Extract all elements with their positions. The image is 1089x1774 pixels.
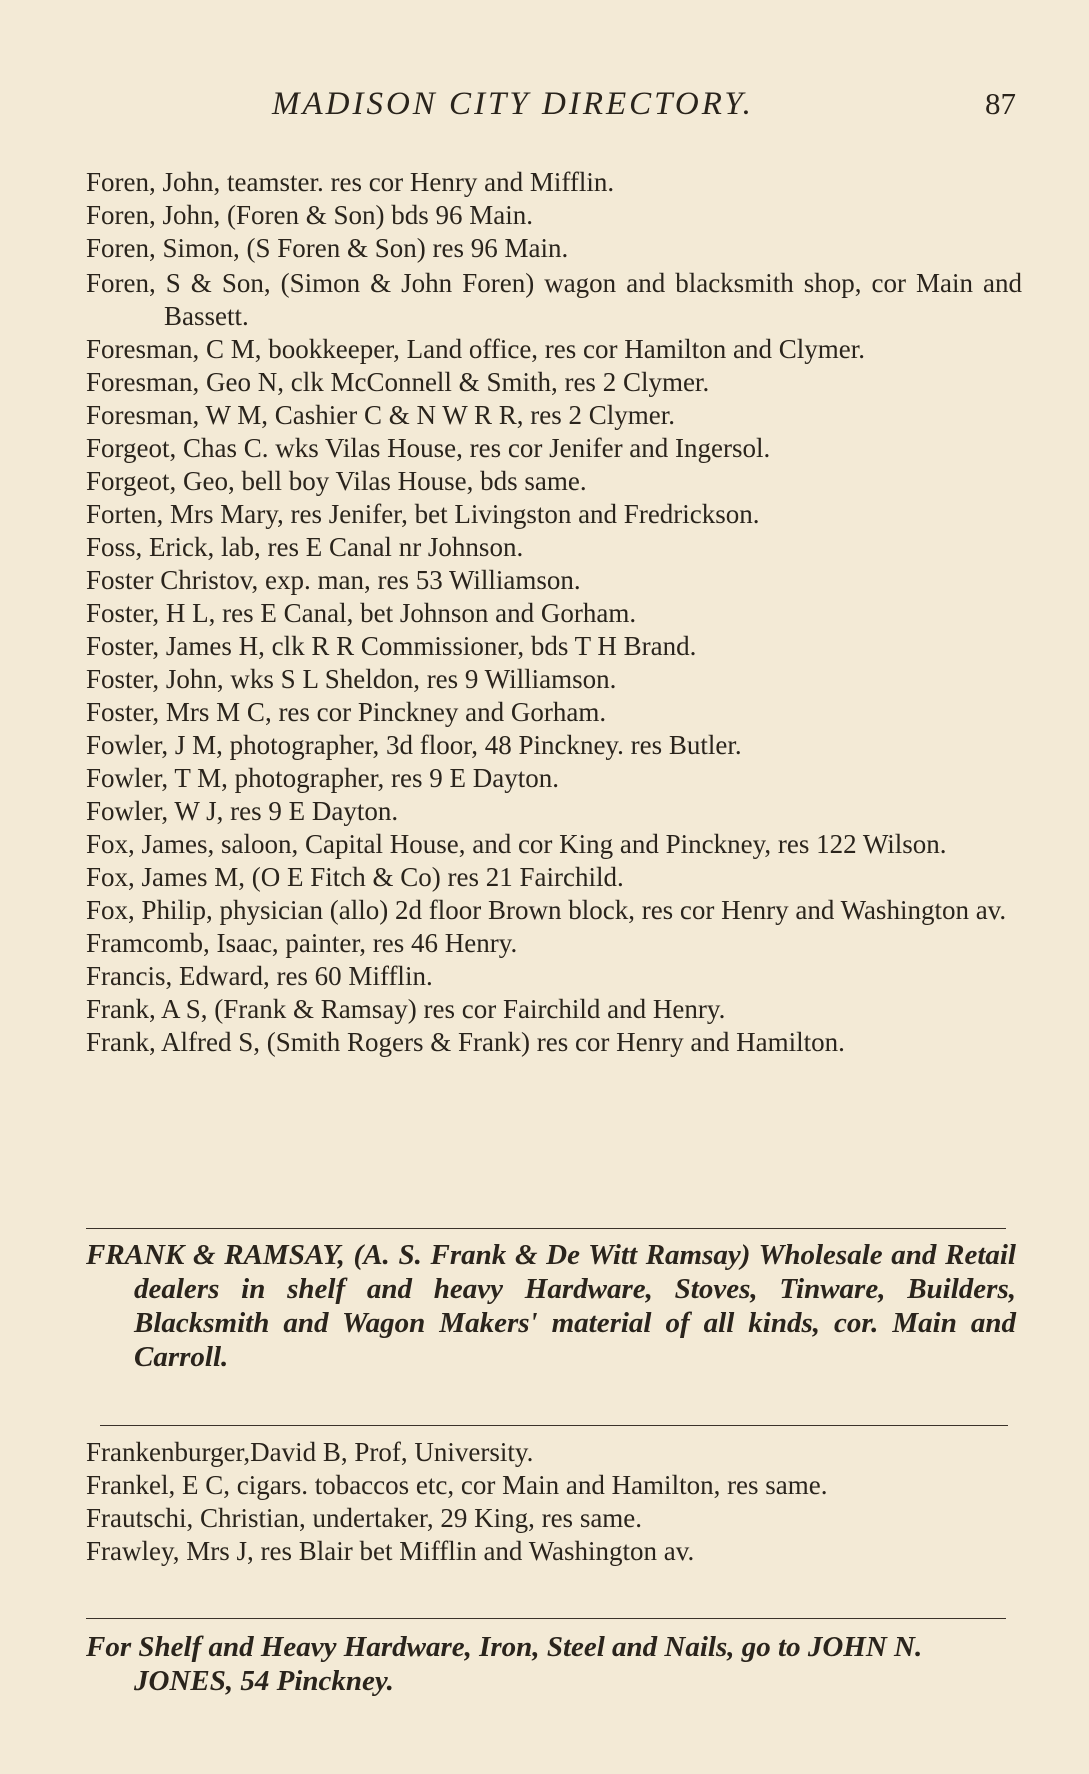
directory-entry: Framcomb, Isaac, painter, res 46 Henry. <box>86 928 518 958</box>
directory-entry: Foren, John, teamster. res cor Henry and Mifflin. <box>86 167 615 197</box>
directory-entry: Foren, John, (Foren & Son) bds 96 Main. <box>86 200 533 230</box>
directory-entry: Foss, Erick, lab, res E Canal nr Johnson. <box>86 532 524 562</box>
directory-entry: Forgeot, Chas C. wks Vilas House, res cor Jenifer and Ingersol. <box>86 433 771 463</box>
directory-entry: Foren, S & Son, (Simon & John Foren) wagon and blacksmith shop, cor Main and Bassett. <box>86 268 1022 331</box>
footer-ad-text: For Shelf and Heavy Hardware, Iron, Steel and Nails, go to JOHN N. JONES, 54 Pinckney. <box>86 1631 923 1697</box>
directory-entry: Fowler, W J, res 9 E Dayton. <box>86 796 399 826</box>
directory-entry: Fox, James, saloon, Capital House, and cor King and Pinckney, res 122 Wilson. <box>86 829 947 859</box>
directory-entries <box>86 166 1022 1059</box>
john-jones-advertisement <box>86 1630 1016 1698</box>
directory-entry: Fowler, T M, photographer, res 9 E Dayton. <box>86 763 560 793</box>
frank-ramsay-advertisement <box>86 1238 1016 1374</box>
directory-entry: Frautschi, Christian, undertaker, 29 King, res same. <box>86 1503 643 1533</box>
directory-entry: Frawley, Mrs J, res Blair bet Mifflin and Washington av. <box>86 1536 695 1566</box>
rule-above-footer-ad <box>86 1618 1006 1619</box>
rule-below-ad <box>100 1425 1008 1426</box>
directory-entry: Fox, Philip, physician (allo) 2d floor Brown block, res cor Henry and Washington av. <box>86 895 1007 925</box>
directory-entries-continued <box>86 1436 1022 1568</box>
running-title: MADISON CITY DIRECTORY. <box>272 86 754 122</box>
page-number: 87 <box>985 86 1016 121</box>
directory-entry: Foster, Mrs M C, res cor Pinckney and Gorham. <box>86 697 607 727</box>
directory-entry: Foster, John, wks S L Sheldon, res 9 Williamson. <box>86 664 617 694</box>
directory-entry: Frank, A S, (Frank & Ramsay) res cor Fairchild and Henry. <box>86 994 726 1024</box>
directory-entry: Foren, Simon, (S Foren & Son) res 96 Main. <box>86 233 569 263</box>
directory-entry: Forten, Mrs Mary, res Jenifer, bet Livingston and Fredrickson. <box>86 499 760 529</box>
ad-text: FRANK & RAMSAY, (A. S. Frank & De Witt Ramsay) Wholesale and Retail dealers in shelf and heavy Hardware, Stoves, Tinware, Builders, Blacksmith and Wagon Makers' material of all kinds, cor. Main and Carroll. <box>86 1239 1016 1373</box>
rule-above-ad <box>86 1228 1006 1229</box>
directory-entry: Forgeot, Geo, bell boy Vilas House, bds same. <box>86 466 587 496</box>
directory-entry: Foster Christov, exp. man, res 53 Williamson. <box>86 565 581 595</box>
directory-entry: Foster, James H, clk R R Commissioner, bds T H Brand. <box>86 631 697 661</box>
directory-entry: Foresman, C M, bookkeeper, Land office, res cor Hamilton and Clymer. <box>86 334 865 364</box>
page-header <box>0 86 1089 136</box>
directory-entry: Frankenburger,David B, Prof, University. <box>86 1437 534 1467</box>
directory-entry: Fox, James M, (O E Fitch & Co) res 21 Fairchild. <box>86 862 624 892</box>
directory-entry: Frankel, E C, cigars. tobaccos etc, cor Main and Hamilton, res same. <box>86 1470 828 1500</box>
directory-entry: Foresman, Geo N, clk McConnell & Smith, res 2 Clymer. <box>86 367 710 397</box>
directory-entry: Frank, Alfred S, (Smith Rogers & Frank) res cor Henry and Hamilton. <box>86 1027 845 1057</box>
directory-entry: Fowler, J M, photographer, 3d floor, 48 Pinckney. res Butler. <box>86 730 742 760</box>
directory-entry: Foresman, W M, Cashier C & N W R R, res 2 Clymer. <box>86 400 675 430</box>
directory-entry: Foster, H L, res E Canal, bet Johnson and Gorham. <box>86 598 637 628</box>
directory-entry: Francis, Edward, res 60 Mifflin. <box>86 961 433 991</box>
